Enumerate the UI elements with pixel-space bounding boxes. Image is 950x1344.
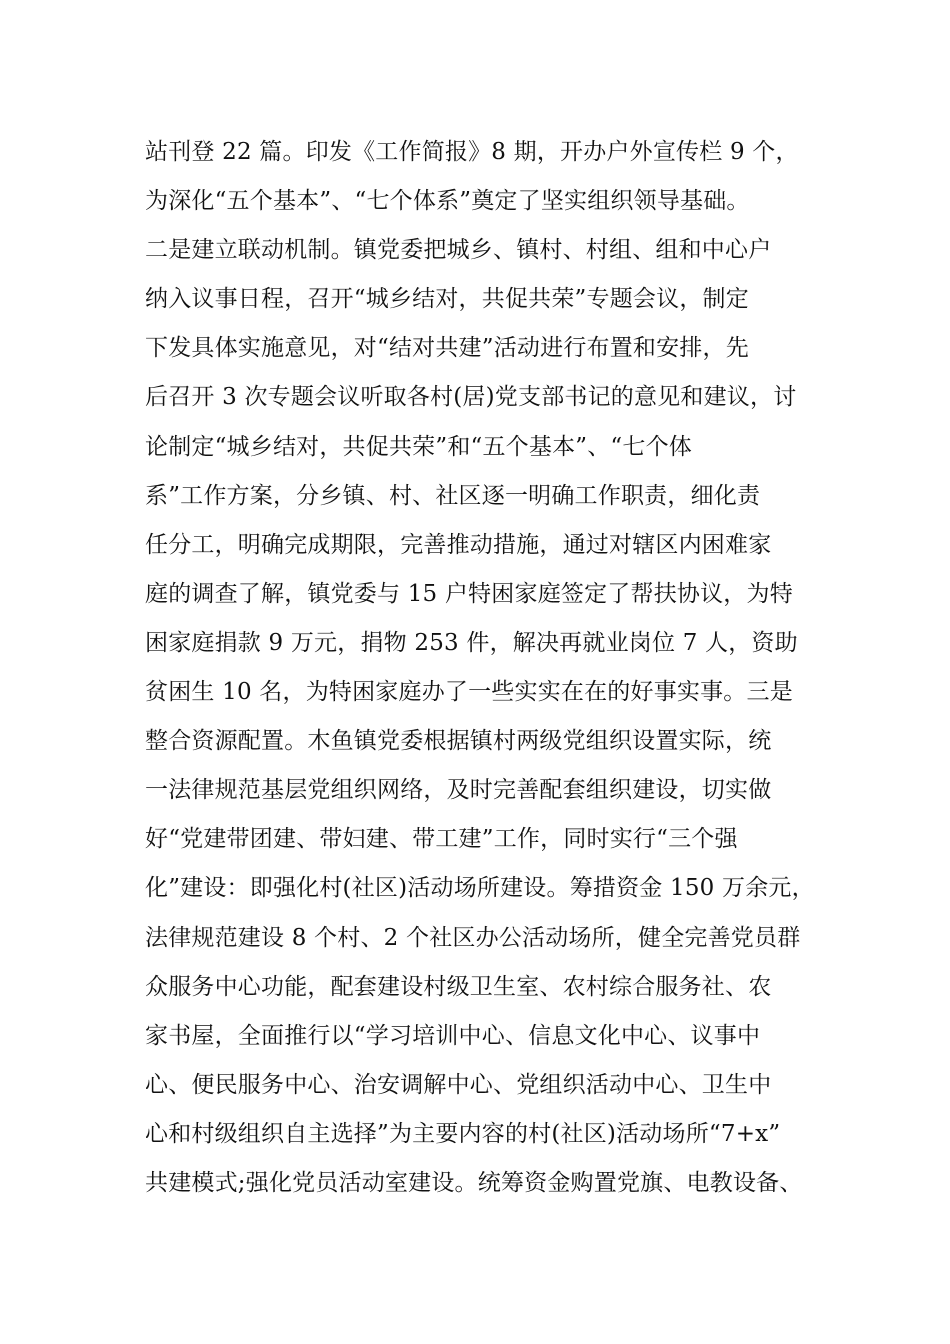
text-line: 困家庭捐款 9 万元，捐物 253 件，解决再就业岗位 7 人，资助 (145, 629, 798, 656)
text-line: 为深化“五个基本”、“七个体系”奠定了坚实组织领导基础。 (145, 188, 750, 215)
text-line: 好“党建带团建、带妇建、带工建”工作，同时实行“三个强 (145, 826, 738, 853)
text-line: 家书屋，全面推行以“学习培训中心、信息文化中心、议事中 (145, 1022, 761, 1049)
text-line: 一法律规范基层党组织网络，及时完善配套组织建设，切实做 (145, 777, 772, 804)
text-line: 心、便民服务中心、治安调解中心、党组织活动中心、卫生中 (145, 1071, 772, 1098)
text-line: 庭的调查了解，镇党委与 15 户特困家庭签定了帮扶协议，为特 (145, 580, 793, 607)
text-line: 法律规范建设 8 个村、2 个社区办公活动场所，健全完善党员群 (145, 924, 801, 951)
text-line: 下发具体实施意见，对“结对共建”活动进行布置和安排，先 (145, 335, 749, 362)
text-line: 心和村级组织自主选择”为主要内容的村(社区)活动场所“7+x” (145, 1120, 781, 1147)
text-line: 整合资源配置。木鱼镇党委根据镇村两级党组织设置实际，统 (145, 728, 772, 755)
body-text (145, 128, 835, 1208)
text-line: 任分工，明确完成期限，完善推动措施，通过对辖区内困难家 (145, 531, 772, 558)
text-line: 化”建设：即强化村(社区)活动场所建设。筹措资金 150 万余元， (145, 875, 815, 902)
text-line: 后召开 3 次专题会议听取各村(居)党支部书记的意见和建议，讨 (145, 384, 797, 411)
text-line: 论制定“城乡结对，共促共荣”和“五个基本”、“七个体 (145, 433, 692, 460)
text-line: 众服务中心功能，配套建设村级卫生室、农村综合服务社、农 (145, 973, 772, 1000)
text-line: 纳入议事日程，召开“城乡结对，共促共荣”专题会议，制定 (145, 286, 749, 313)
text-line: 共建模式;强化党员活动室建设。统筹资金购置党旗、电教设备、 (145, 1169, 803, 1196)
text-line: 站刊登 22 篇。印发《工作简报》8 期，开办户外宣传栏 9 个， (145, 139, 799, 165)
text-line: 系”工作方案，分乡镇、村、社区逐一明确工作职责，细化责 (145, 482, 761, 509)
text-line: 贫困生 10 名，为特困家庭办了一些实实在在的好事实事。三是 (145, 679, 793, 706)
text-line: 二是建立联动机制。镇党委把城乡、镇村、村组、组和中心户 (145, 237, 772, 264)
